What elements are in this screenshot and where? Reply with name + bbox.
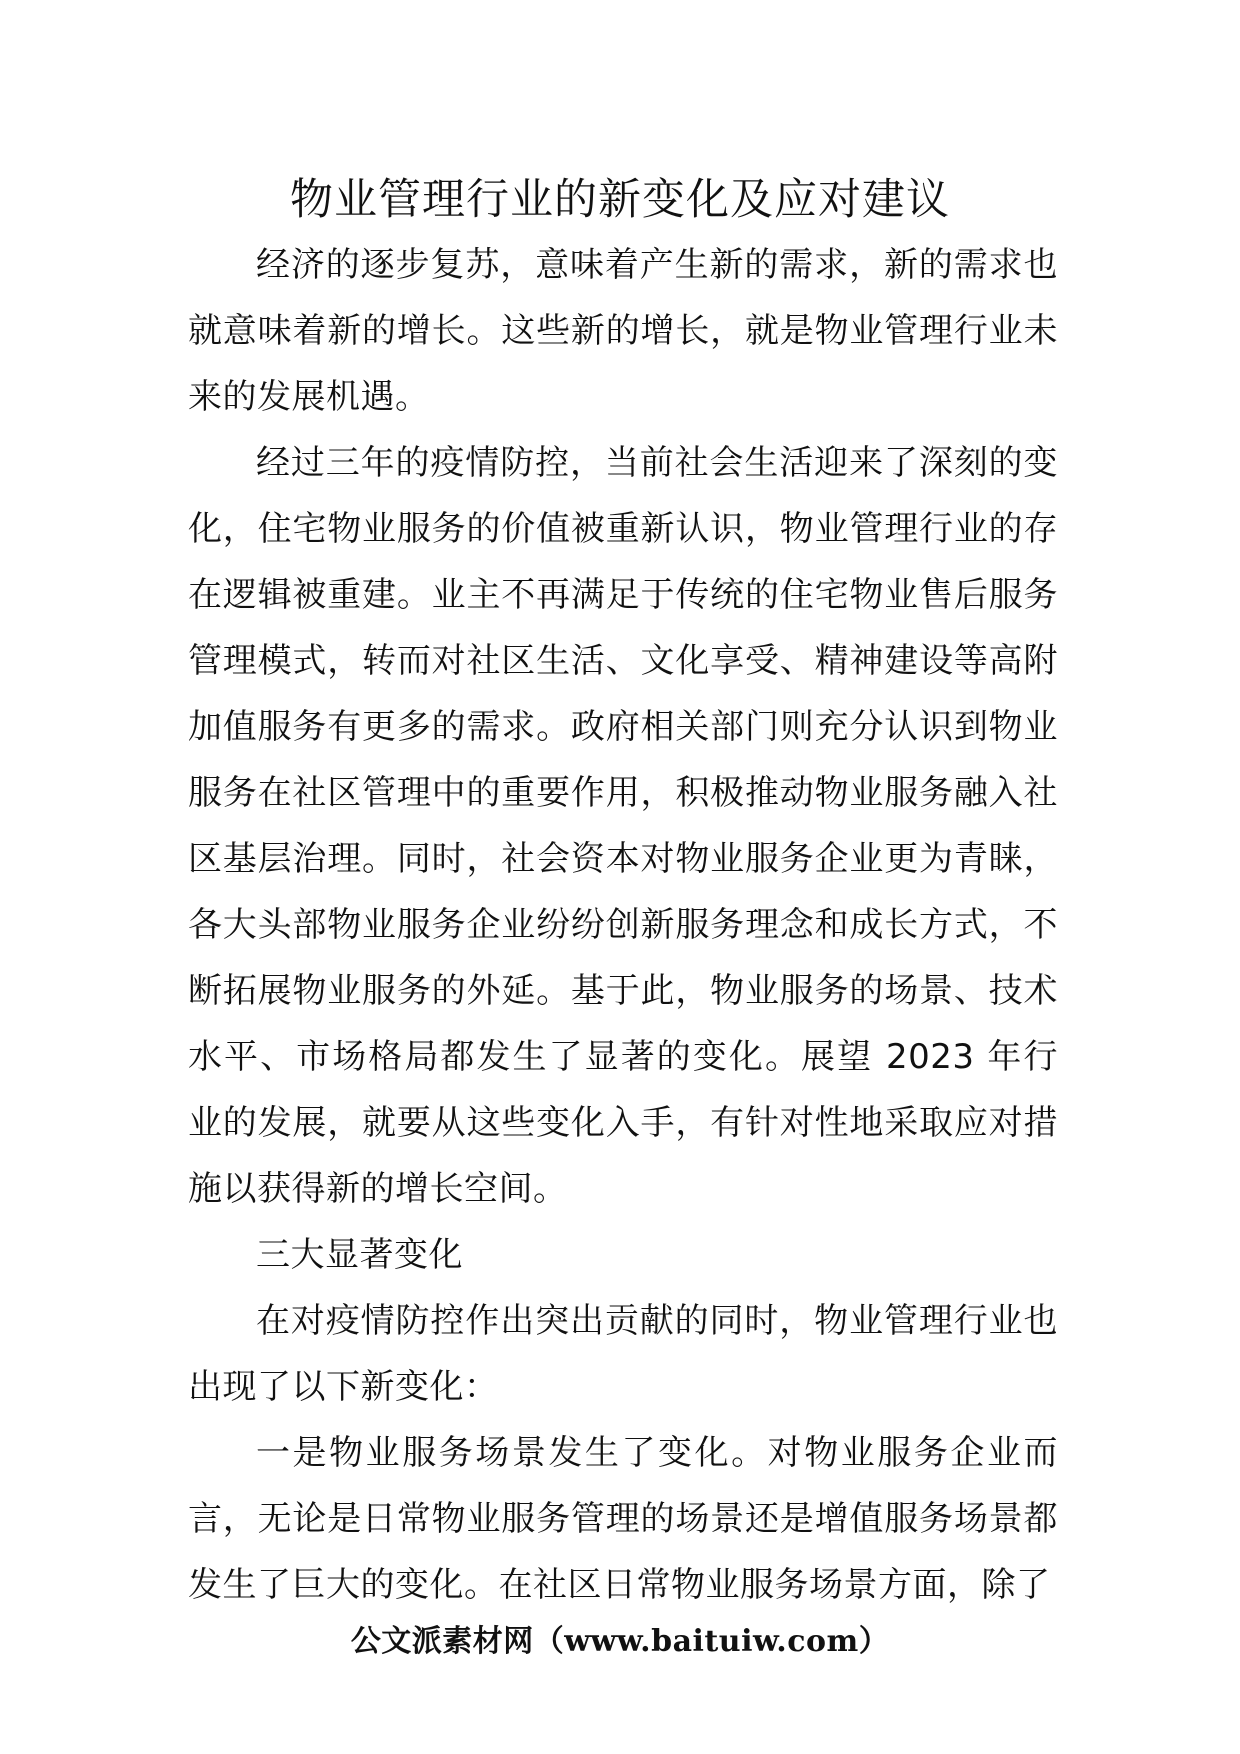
paragraph-change-one: 一是物业服务场景发生了变化。对物业服务企业而言，无论是日常物业服务管理的场景还是增值服务场景都发生了巨大的变化。在社区日常物业服务场景方面，除了 <box>188 1433 1058 1605</box>
footer-watermark: 公文派素材网（www.baituiw.com） <box>350 1624 890 1659</box>
paragraph-background: 经过三年的疫情防控，当前社会生活迎来了深刻的变化，住宅物业服务的价值被重新认识，物业管理行业的存在逻辑被重建。业主不再满足于传统的住宅物业售后服务管理模式，转而对社区生活、文化享受、精神建设等高附加值服务有更多的需求。政府相关部门则充分认识到物业服务在社区管理中的重要作用，积极推动物业服务融入社区基层治理。同时，社会资本对物业服务企业更为青睐，各大头部物业服务企业纷纷创新服务理念和成长方式，不断拓展物业服务的外延。基于此，物业服务的场景、技术水平、市场格局都发生了显著的变化。展望 2023 年行业的发展，就要从这些变化入手，有针对性地采取应对措施以获得新的增长空间。 <box>188 443 1058 1209</box>
document-body <box>188 232 1058 1618</box>
document-title: 物业管理行业的新变化及应对建议 <box>290 175 950 225</box>
section-heading: 三大显著变化 <box>256 1235 463 1275</box>
paragraph-intro: 经济的逐步复苏，意味着产生新的需求，新的需求也就意味着新的增长。这些新的增长，就是物业管理行业未来的发展机遇。 <box>188 245 1058 417</box>
paragraph-changes-intro: 在对疫情防控作出突出贡献的同时，物业管理行业也出现了以下新变化： <box>188 1301 1058 1407</box>
